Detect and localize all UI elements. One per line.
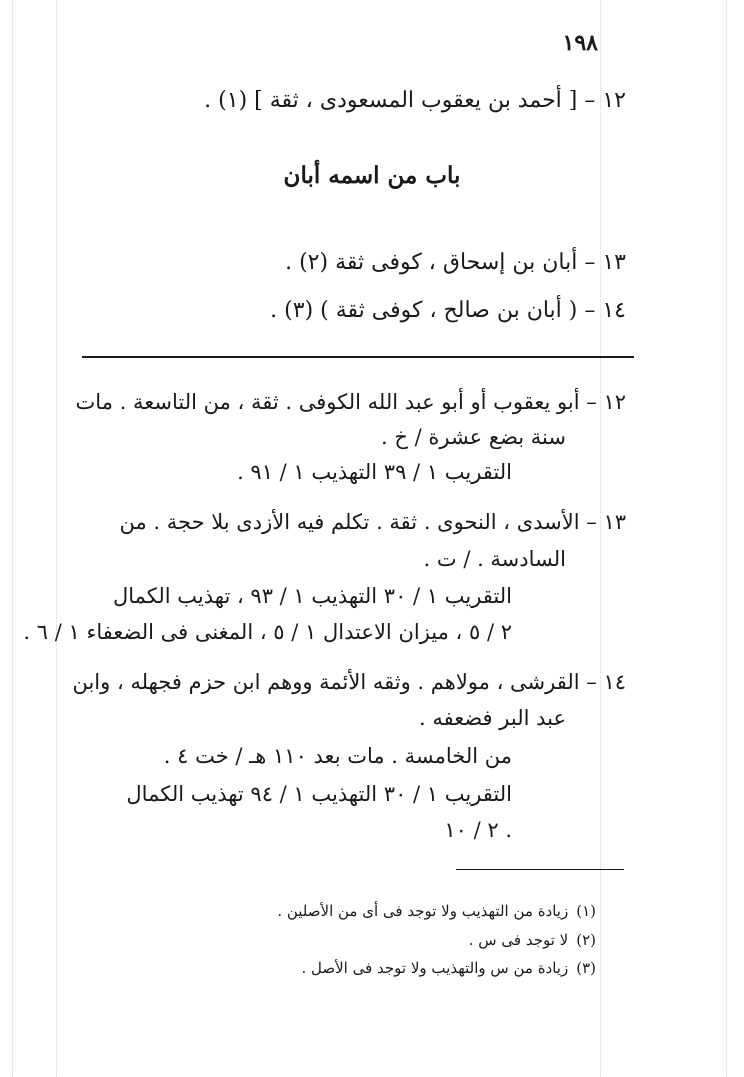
footnote-text: زيادة من التهذيب ولا توجد فى أى من الأصلين . <box>277 902 569 920</box>
entry-14: ١٤ – ( أبان بن صالح ، كوفى ثقة ) (٣) . <box>270 298 626 323</box>
note-14-line-5: ٢ / ١٠ . <box>444 818 512 842</box>
footnote-2 <box>469 931 596 949</box>
footnote-marker: (٢) <box>576 931 596 949</box>
footnote-3 <box>301 959 596 977</box>
note-13-line-2: السادسة . / ت . <box>423 547 566 571</box>
footnote-text: لا توجد فى س . <box>468 931 569 949</box>
note-14-line-1: ١٤ – القرشى ، مولاهم . وثقه الأئمة ووهم ابن حزم فجهله ، وابن <box>72 670 626 694</box>
footnote-1 <box>277 902 596 920</box>
section-heading: باب من اسمه أبان <box>283 162 461 189</box>
entry-12: ١٢ – [ أحمد بن يعقوب المسعودى ، ثقة ] (١) . <box>204 88 626 113</box>
page-number: ١٩٨ <box>562 30 598 56</box>
note-13-line-4: ٢ / ٥ ، ميزان الاعتدال ١ / ٥ ، المغنى فى الضعفاء ١ / ٦ . <box>23 620 512 644</box>
entry-13: ١٣ – أبان بن إسحاق ، كوفى ثقة (٢) . <box>285 250 626 275</box>
footnote-text: زيادة من س والتهذيب ولا توجد فى الأصل . <box>301 959 569 977</box>
note-13-line-1: ١٣ – الأسدى ، النحوى . ثقة . تكلم فيه الأزدى بلا حجة . من <box>119 510 626 534</box>
footnote-marker: (١) <box>576 902 596 920</box>
separator-rule <box>82 356 634 358</box>
note-13-line-3: التقريب ١ / ٣٠ التهذيب ١ / ٩٣ ، تهذيب الكمال <box>112 584 512 608</box>
note-14-line-2: عبد البر فضعفه . <box>418 706 566 730</box>
footnote-marker: (٣) <box>576 959 596 977</box>
note-12-line-2: سنة بضع عشرة / خ . <box>381 425 566 449</box>
note-14-line-3: من الخامسة . مات بعد ١١٠ هـ / خت ٤ . <box>163 744 512 768</box>
note-14-line-4: التقريب ١ / ٣٠ التهذيب ١ / ٩٤ تهذيب الكمال <box>126 782 512 806</box>
note-12-line-3: التقريب ١ / ٣٩ التهذيب ١ / ٩١ . <box>237 460 512 484</box>
footnote-rule <box>456 869 624 870</box>
note-12-line-1: ١٢ – أبو يعقوب أو أبو عبد الله الكوفى . ثقة ، من التاسعة . مات <box>75 390 626 414</box>
